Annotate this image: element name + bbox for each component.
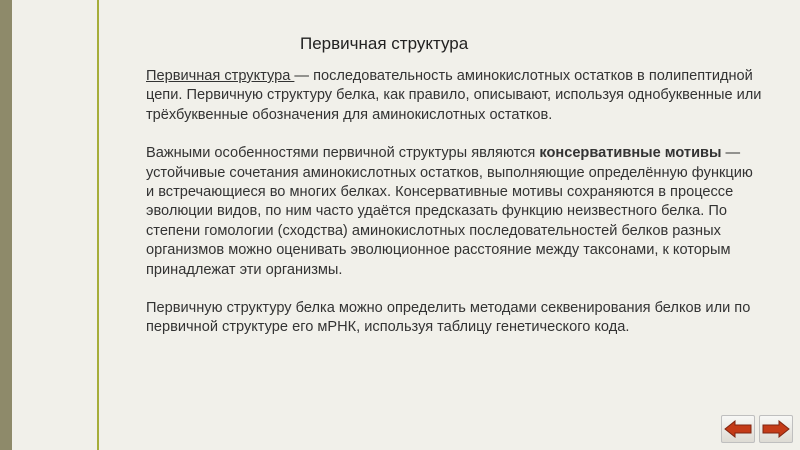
term-link: Первичная структура xyxy=(146,68,295,84)
left-decorative-band xyxy=(0,0,12,450)
arrow-left-icon xyxy=(724,420,752,438)
next-slide-button[interactable] xyxy=(759,415,793,443)
slide-title: Первичная структура xyxy=(300,34,469,53)
paragraph-definition xyxy=(146,67,764,125)
paragraph-methods: Первичную структуру белка можно определить методами секвенирования белков или по первичной структуре его мРНК, используя таблицу генетического кода. xyxy=(146,300,751,336)
slide-body xyxy=(146,67,764,357)
motifs-term: консервативные мотивы xyxy=(539,145,722,162)
definition-text: — последовательность аминокислотных остатков в полипептидной цепи. Первичную структуру белка, как правило, описывают, используя однобуквенные или трёхбуквенные обозначения для аминокислотных остатков. xyxy=(146,68,762,123)
paragraph-motifs xyxy=(146,144,764,280)
accent-line xyxy=(97,0,99,450)
motifs-description-text: — устойчивые сочетания аминокислотных остатков, выполняющие определённую функцию и встречающиеся во многих белках. Консервативные мотивы сохраняются в процессе эволюции видов, по ним часто удаётся предсказать функцию неизвестного белка. По степени гомологии (сходства) аминокислотных последовательностей белков разных организмов можно оценивать эволюционное расстояние между таксонами, к которым принадлежат эти организмы. xyxy=(146,145,753,278)
prev-slide-button[interactable] xyxy=(721,415,755,443)
arrow-right-icon xyxy=(762,420,790,438)
motifs-intro-text: Важными особенностями первичной структуры являются xyxy=(146,145,540,162)
